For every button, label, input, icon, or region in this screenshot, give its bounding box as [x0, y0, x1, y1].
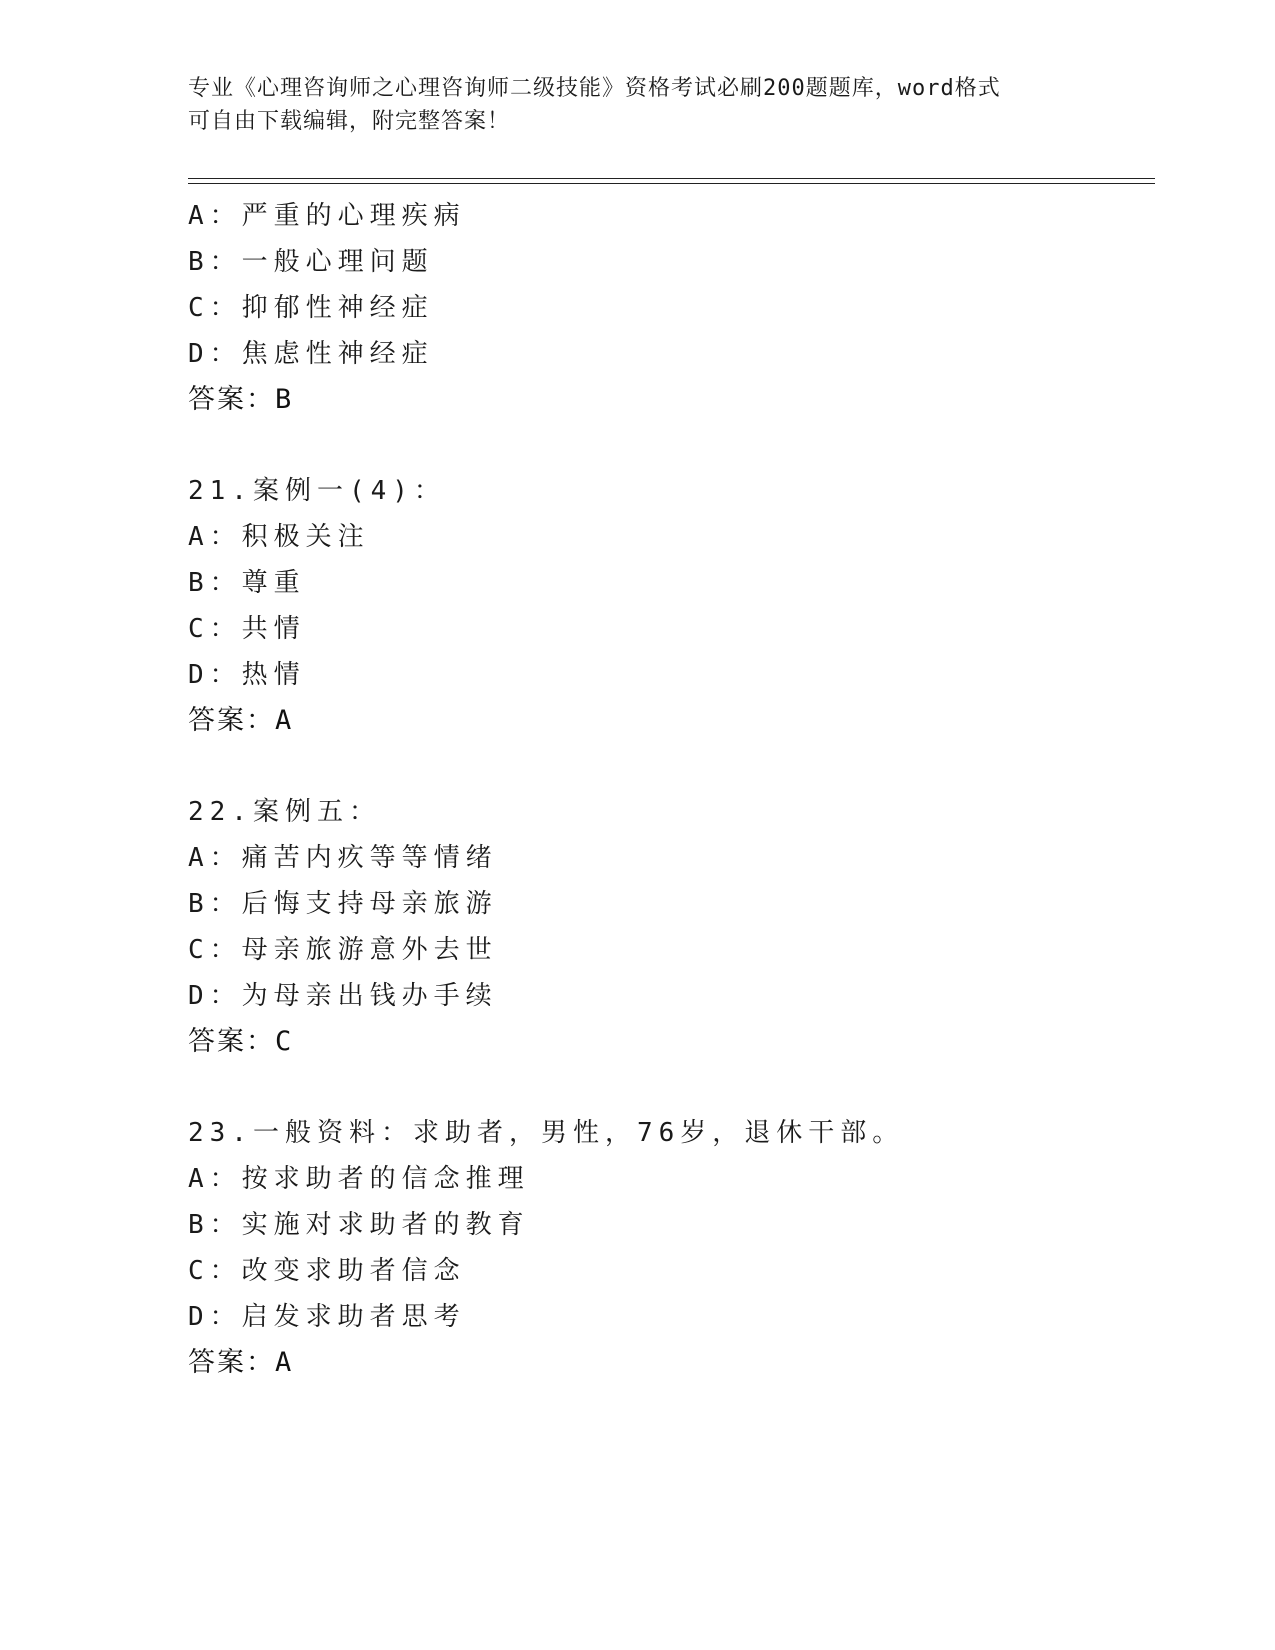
- question-block: [188, 1110, 1148, 1386]
- option-c: C：共情: [188, 614, 306, 644]
- question-text: 23.一般资料：求助者，男性，76岁，退休干部。: [188, 1118, 905, 1148]
- answer-line: 答案：A: [188, 1347, 294, 1378]
- option-c: C：抑郁性神经症: [188, 293, 434, 323]
- answer-line: 答案：A: [188, 705, 294, 736]
- question-text: 21.案例一(4)：: [188, 476, 446, 506]
- option-b: B：实施对求助者的教育: [188, 1210, 530, 1240]
- block-spacer: [188, 423, 1148, 468]
- header-title-line-2: 可自由下载编辑，附完整答案！: [188, 109, 511, 134]
- option-d: D：焦虑性神经症: [188, 339, 434, 369]
- question-text: 22.案例五：: [188, 797, 381, 827]
- option-c: C：母亲旅游意外去世: [188, 935, 498, 965]
- question-block: [188, 468, 1148, 744]
- option-b: B：尊重: [188, 568, 306, 598]
- answer-line: 答案：B: [188, 384, 294, 415]
- option-d: D：热情: [188, 660, 306, 690]
- header-title-line-1: 专业《心理咨询师之心理咨询师二级技能》资格考试必刷200题题库，word格式: [188, 76, 1001, 101]
- block-spacer: [188, 744, 1148, 789]
- option-d: D：启发求助者思考: [188, 1302, 466, 1332]
- document-header: [188, 72, 1088, 138]
- question-block: [188, 789, 1148, 1065]
- option-d: D：为母亲出钱办手续: [188, 981, 498, 1011]
- answer-line: 答案：C: [188, 1026, 294, 1057]
- option-b: B：后悔支持母亲旅游: [188, 889, 498, 919]
- option-c: C：改变求助者信念: [188, 1256, 466, 1286]
- option-a: A：严重的心理疾病: [188, 201, 466, 231]
- option-b: B：一般心理问题: [188, 247, 434, 277]
- header-divider-top: [188, 178, 1155, 179]
- question-block: [188, 193, 1148, 423]
- block-spacer: [188, 1065, 1148, 1110]
- option-a: A：积极关注: [188, 522, 370, 552]
- option-a: A：痛苦内疚等等情绪: [188, 843, 498, 873]
- question-list: [188, 193, 1148, 1386]
- header-divider-bottom: [188, 183, 1155, 184]
- option-a: A：按求助者的信念推理: [188, 1164, 530, 1194]
